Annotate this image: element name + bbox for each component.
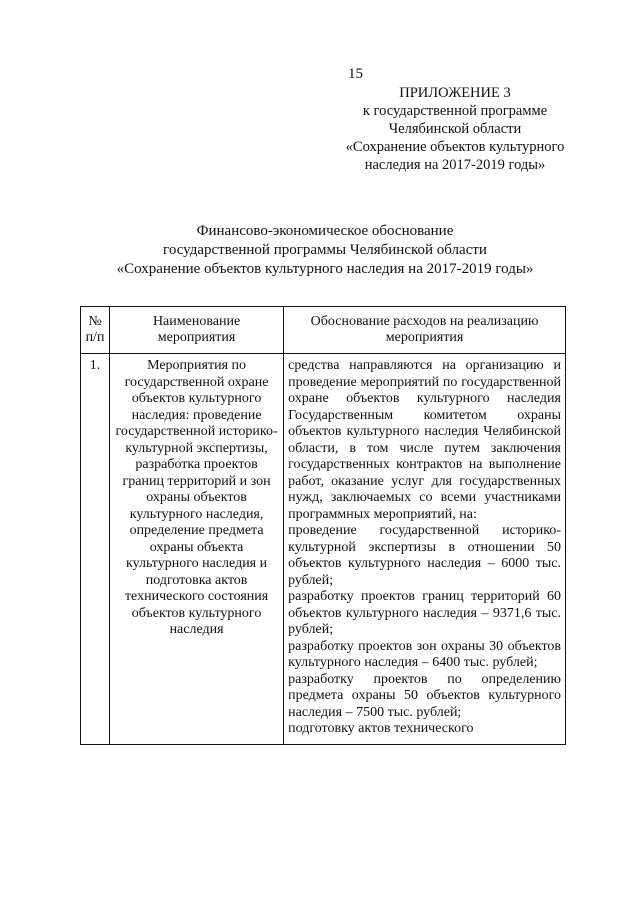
justification-paragraph: разработку проектов границ территорий 60 объектов культурного наследия – 9371,6 тыс. рублей;: [288, 589, 561, 637]
appendix-line: наследия на 2017-2019 годы»: [364, 157, 546, 173]
appendix-line: Челябинской области: [388, 121, 522, 137]
document-title-line: «Сохранение объектов культурного наследия на 2017-2019 годы»: [116, 261, 534, 277]
row-number: 1.: [81, 354, 110, 745]
expense-justification: [284, 354, 566, 745]
justification-paragraph: подготовку актов технического: [288, 721, 474, 736]
appendix-line: к государственной программе: [362, 103, 548, 119]
table-header-row: [81, 307, 566, 354]
header-expense-justification: Обоснование расходов на реализацию мероприятия: [284, 307, 566, 354]
justification-table: [80, 306, 566, 745]
appendix-title: ПРИЛОЖЕНИЕ 3: [399, 85, 511, 101]
document-title: [80, 222, 570, 279]
appendix-line: «Сохранение объектов культурного: [345, 139, 565, 155]
justification-paragraph: средства направляются на организацию и проведение мероприятий по государственной охране объектов культурного наследия Государственным комитетом охраны объектов культурного наследия Челябинской области, в том числе путем заключения государственных контрактов на выполнение работ, оказание услуг для государственных нужд, заключаемых со всеми участниками программных мероприятий, на:: [288, 358, 561, 522]
page-number: 15: [348, 66, 363, 82]
table-row: [81, 354, 566, 745]
appendix-header: [330, 84, 580, 174]
header-number: № п/п: [81, 307, 110, 354]
justification-paragraph: разработку проектов по определению предмета охраны 50 объектов культурного наследия – 7500 тыс. рублей;: [288, 671, 561, 720]
document-title-line: государственной программы Челябинской области: [163, 242, 487, 258]
justification-paragraph: разработку проектов зон охраны 30 объектов культурного наследия – 6400 тыс. рублей;: [288, 638, 561, 670]
justification-paragraph: проведение государственной историко-культурной экспертизы в отношении 50 объектов культурного наследия – 6000 тыс. рублей;: [288, 523, 561, 588]
header-activity-name: Наименование мероприятия: [110, 307, 284, 354]
activity-name: Мероприятия по государственной охране объектов культурного наследия: проведение государственной историко-культурной экспертизы, разработка проектов границ территорий и зон охраны объектов культурного наследия, определение предмета охраны объекта культурного наследия и подготовка актов технического состояния объектов культурного наследия: [110, 354, 284, 745]
document-title-line: Финансово-экономическое обоснование: [196, 223, 454, 239]
